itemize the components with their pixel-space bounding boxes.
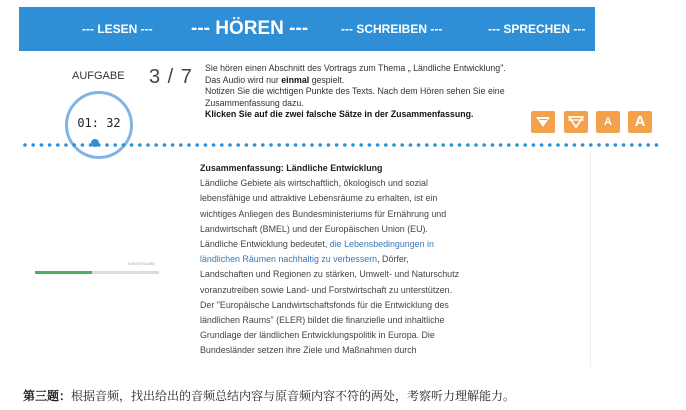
caption-heading: 第三题： bbox=[23, 389, 72, 403]
instruction-emphasis: einmal bbox=[281, 74, 310, 85]
instruction-task: Klicken Sie auf die zwei falsche Sätze in der Zusammenfassung. bbox=[205, 109, 474, 120]
timer-text: 01: 32 bbox=[77, 116, 121, 130]
instruction-line: Sie hören einen Abschnitt des Vortrags zum Thema „ Ländliche Entwicklung". bbox=[205, 63, 506, 73]
tab-sprechen[interactable]: --- SPRECHEN --- bbox=[488, 22, 586, 36]
divider-marker bbox=[91, 139, 99, 147]
instructions bbox=[205, 63, 535, 121]
summary-title: Zusammenfassung: Ländliche Entwicklung bbox=[200, 163, 383, 173]
task-counter: 3 / 7 bbox=[149, 66, 193, 88]
audio-progress-fill bbox=[35, 271, 92, 274]
audio-progress-label: WIEDERGABE bbox=[128, 261, 156, 266]
tab-lesen[interactable]: --- LESEN --- bbox=[82, 22, 153, 36]
task-label: AUFGABE bbox=[72, 70, 125, 82]
summary-sentence[interactable]: Ländliche Gebiete als wirtschaftlich, ökologisch und sozial lebensfähige und attraktive Lebensräume zu erhalten, ist ein wichtiges Anliegen des Bundesministeriums für Ernährung und Landwirtschaft (BMEL) und der Europäischen Union (EU). Ländliche Entwicklung bedeutet, bbox=[200, 178, 447, 250]
tab-horen[interactable]: --- HÖREN --- bbox=[191, 18, 309, 39]
summary-sentence-highlighted[interactable]: die Lebensbedingungen in ländlichen Räumen nachhaltig zu verbessern bbox=[200, 239, 434, 265]
panel-divider bbox=[590, 152, 591, 367]
timer bbox=[65, 91, 133, 159]
audio-progress-bar bbox=[35, 271, 159, 274]
section-nav bbox=[19, 7, 595, 51]
instruction-line: Das Audio wird nur einmal gespielt. bbox=[205, 74, 345, 85]
font-larger-icon[interactable]: A bbox=[628, 111, 652, 133]
tab-schreiben[interactable]: --- SCHREIBEN --- bbox=[341, 22, 443, 36]
dotted-divider bbox=[22, 142, 662, 148]
summary-panel bbox=[200, 161, 460, 359]
filter-down-icon[interactable] bbox=[531, 111, 555, 133]
filter-down-outline-icon[interactable] bbox=[564, 111, 588, 133]
font-smaller-icon[interactable]: A bbox=[596, 111, 620, 133]
caption bbox=[23, 387, 683, 404]
instruction-line: Notizen Sie die wichtigen Punkte des Texts. Nach dem Hören sehen Sie eine Zusammenfassung dazu. bbox=[205, 86, 505, 108]
caption-text: 根据音频，找出给出的音频总结内容与原音频内容不符的两处，考察听力理解能力。 bbox=[71, 389, 516, 403]
summary-sentence[interactable]: , Dörfer, Landschaften und Regionen zu stärken, Umwelt- und Naturschutz voranzutreiben sowie Land- und Forstwirtschaft zu unterstützen. Der "Europäische Landwirtschaftsfonds für die Entwicklung des ländlichen Raums" (ELER) bildet die finanzielle und inhaltliche Grundlage der ländlichen Entwicklungspolitik in Europa. Die Bundesländer setzen ihre Ziele und Maßnahmen durch bbox=[200, 254, 460, 356]
instruction-line bbox=[205, 109, 535, 121]
